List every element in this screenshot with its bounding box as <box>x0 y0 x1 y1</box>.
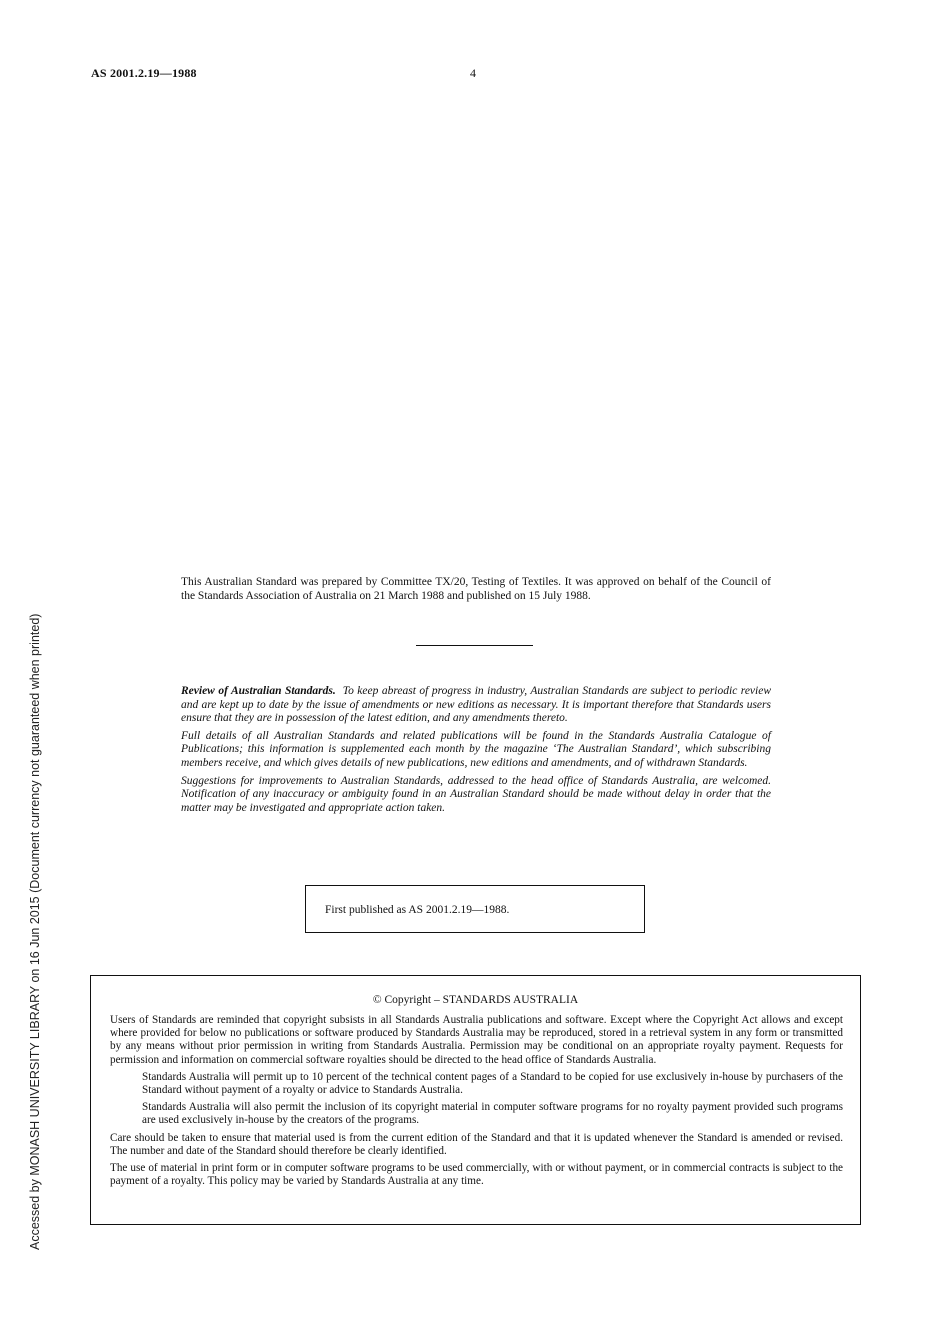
copyright-users-paragraph: Users of Standards are reminded that copyright subsists in all Standards Australia publications and software. Except where the Copyright Act allows and except where provided for below no publications or software produced by Standards Australia may be reproduced, stored in a retrieval system in any form or transmitted by any means without prior permission in writing from Standards Australia. Permission may be conditional on an appropriate royalty payment. Requests for permission and information on commercial software royalties should be directed to the head office of Standards Australia. <box>110 1014 843 1066</box>
copyright-permit-copy-paragraph: Standards Australia will permit up to 10 percent of the technical content pages of a Standard to be copied for use exclusively in-house by purchasers of the Standard without payment of a royalty or advice to Standards Australia. <box>142 1070 843 1097</box>
first-published-text: First published as AS 2001.2.19—1988. <box>325 904 510 916</box>
review-section <box>181 685 771 819</box>
first-published-box <box>305 885 645 933</box>
review-intro-paragraph <box>181 685 771 726</box>
preparation-statement: This Australian Standard was prepared by Committee TX/20, Testing of Textiles. It was approved on behalf of the Council of the Standards Association of Australia on 21 March 1988 and published on 15 July 1988. <box>181 576 771 602</box>
review-intro-text: To keep abreast of progress in industry, Australian Standards are subject to periodic review and are kept up to date by the issue of amendments or new editions as necessary. It is important therefore that Standards users ensure that they are in possession of the latest edition, and any amendments thereto. <box>181 685 772 725</box>
copyright-commercial-paragraph: The use of material in print form or in computer software programs to be used commercially, with or without payment, or in commercial contracts is subject to the payment of a royalty. This policy may be varied by Standards Australia at any time. <box>110 1162 843 1188</box>
standard-id-header: AS 2001.2.19—1988 <box>91 66 197 80</box>
review-title: Review of Australian Standards. <box>181 685 336 697</box>
access-watermark-text: Accessed by MONASH UNIVERSITY LIBRARY on 16 Jun 2015 (Document currency not guaranteed when printed) <box>28 613 42 1250</box>
review-suggestions-paragraph: Suggestions for improvements to Australian Standards, addressed to the head office of Standards Australia, are welcomed. Notification of any inaccuracy or ambiguity found in an Australian Standard should be made without delay in order that the matter may be investigated and appropriate action taken. <box>181 774 771 814</box>
copyright-box <box>90 975 861 1225</box>
section-divider <box>416 645 533 646</box>
copyright-body <box>110 1014 843 1192</box>
copyright-title: © Copyright – STANDARDS AUSTRALIA <box>372 994 579 1006</box>
page-number: 4 <box>470 66 476 80</box>
copyright-care-paragraph: Care should be taken to ensure that material used is from the current edition of the Standard and that it is updated whenever the Standard is amended or revised. The number and date of the Standard should therefore be clearly identified. <box>110 1131 843 1157</box>
copyright-permit-software-paragraph: Standards Australia will also permit the inclusion of its copyright material in computer software programs for no royalty payment provided such programs are used exclusively in-house by the creators of the programs. <box>142 1101 843 1127</box>
review-details-paragraph: Full details of all Australian Standards and related publications will be found in the Standards Australia Catalogue of Publications; this information is supplemented each month by the magazine ‘The Australian Standard’, which subscribing members receive, and which gives details of new publications, new editions and amendments, and of withdrawn Standards. <box>181 729 771 769</box>
